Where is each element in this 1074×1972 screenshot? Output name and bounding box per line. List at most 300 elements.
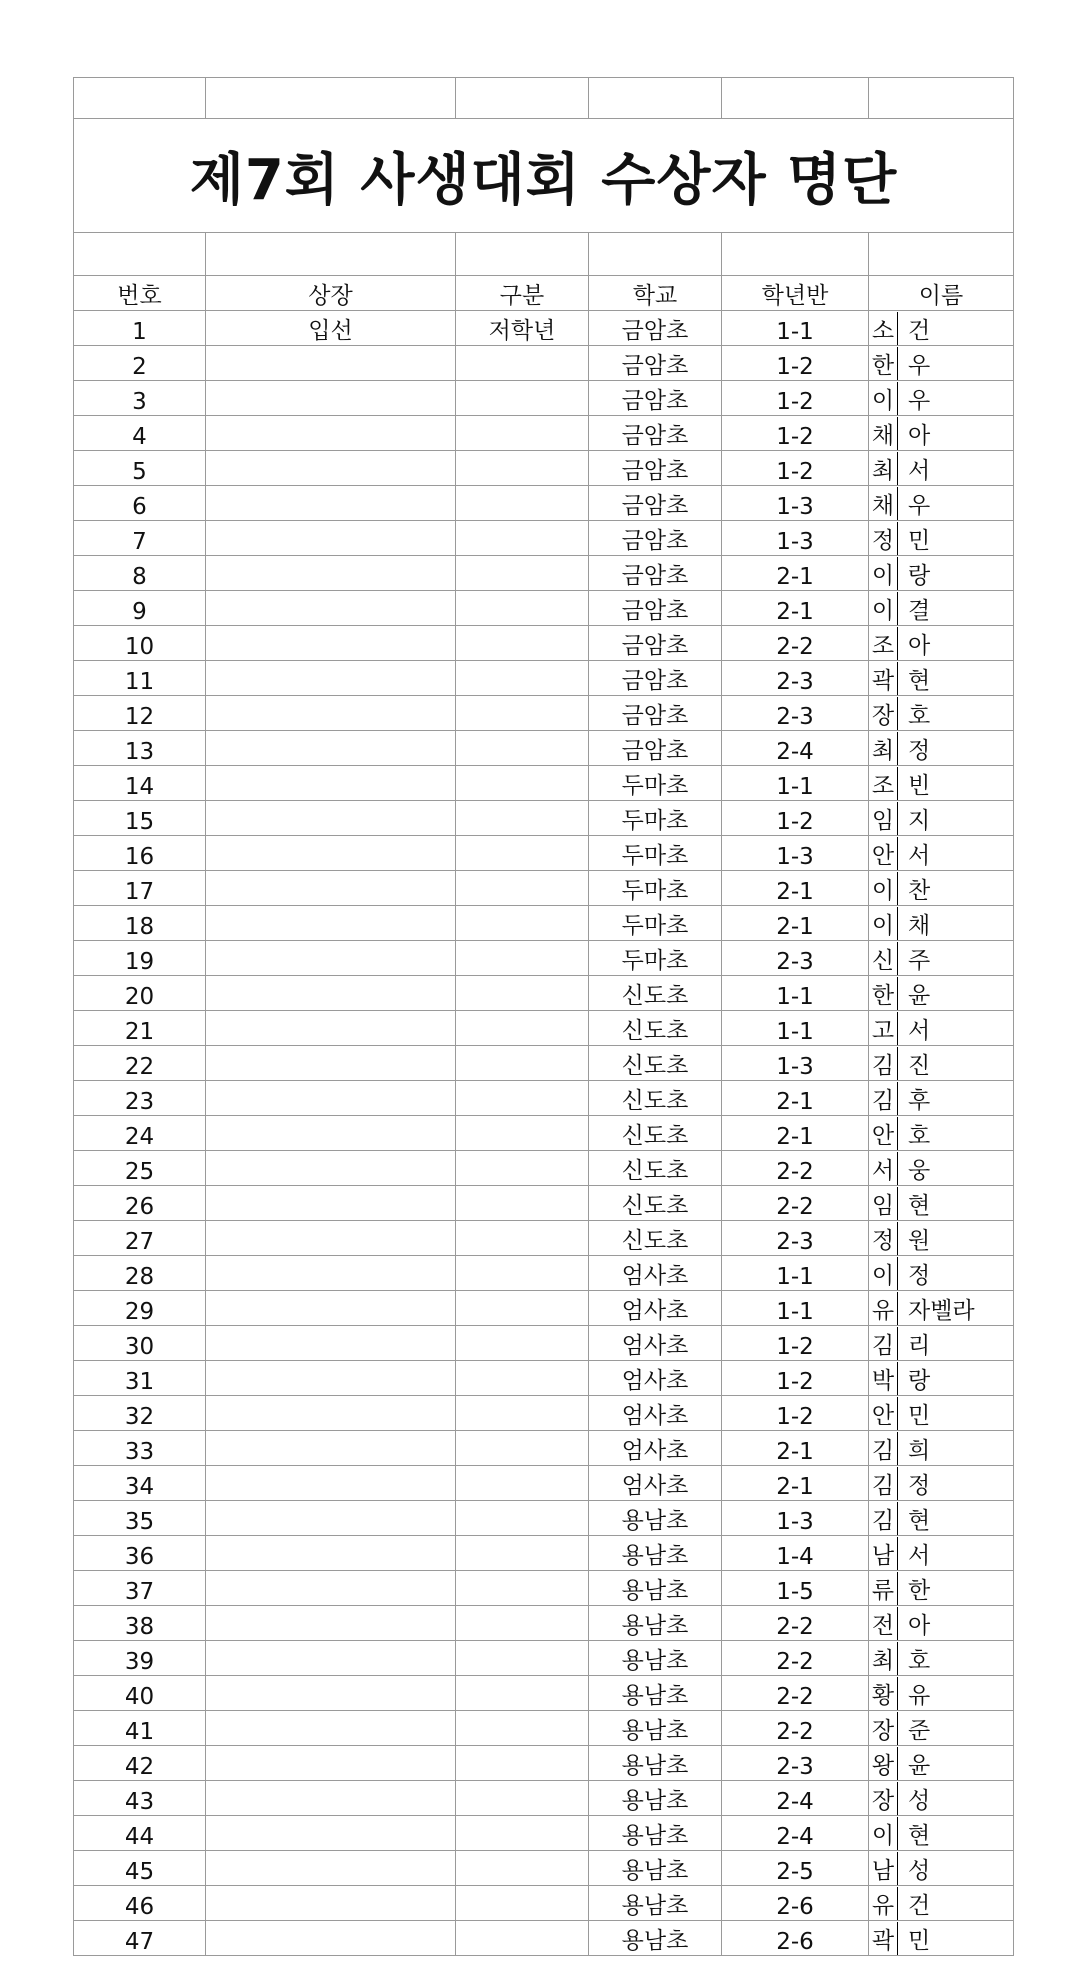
cell-award bbox=[206, 1431, 456, 1466]
given-name: 민 bbox=[908, 528, 931, 554]
given-name: 서 bbox=[908, 1018, 931, 1044]
cell-number: 35 bbox=[74, 1501, 206, 1536]
cell-name bbox=[869, 626, 1014, 661]
cell-number: 31 bbox=[74, 1361, 206, 1396]
cell-award bbox=[206, 696, 456, 731]
table-row bbox=[74, 731, 1014, 766]
table-row bbox=[74, 311, 1014, 346]
cell-award bbox=[206, 906, 456, 941]
cell-category bbox=[456, 661, 589, 696]
cell-school: 금암초 bbox=[589, 381, 722, 416]
table-row bbox=[74, 1571, 1014, 1606]
cell-class: 1-1 bbox=[722, 1256, 869, 1291]
table-row bbox=[74, 626, 1014, 661]
surname: 정 bbox=[869, 1222, 898, 1255]
cell-school: 금암초 bbox=[589, 626, 722, 661]
cell-name bbox=[869, 1676, 1014, 1711]
table-row bbox=[74, 1711, 1014, 1746]
blank-row bbox=[74, 78, 1014, 119]
cell-school: 두마초 bbox=[589, 906, 722, 941]
cell-number: 21 bbox=[74, 1011, 206, 1046]
cell-name bbox=[869, 696, 1014, 731]
table-row bbox=[74, 591, 1014, 626]
cell-class: 1-3 bbox=[722, 836, 869, 871]
surname: 최 bbox=[869, 1642, 898, 1675]
cell-school: 용남초 bbox=[589, 1746, 722, 1781]
cell-class: 2-1 bbox=[722, 556, 869, 591]
cell-name bbox=[869, 1116, 1014, 1151]
cell-number: 6 bbox=[74, 486, 206, 521]
cell-name bbox=[869, 521, 1014, 556]
cell-award bbox=[206, 416, 456, 451]
table-row bbox=[74, 1921, 1014, 1956]
cell-class: 2-4 bbox=[722, 1781, 869, 1816]
cell-category bbox=[456, 766, 589, 801]
cell-class: 2-2 bbox=[722, 1186, 869, 1221]
cell-award bbox=[206, 1396, 456, 1431]
cell-number: 18 bbox=[74, 906, 206, 941]
cell-category bbox=[456, 1676, 589, 1711]
cell-school: 금암초 bbox=[589, 346, 722, 381]
surname: 이 bbox=[869, 1817, 898, 1850]
cell-school: 금암초 bbox=[589, 556, 722, 591]
table-row bbox=[74, 1011, 1014, 1046]
cell-award bbox=[206, 1291, 456, 1326]
cell-school: 용남초 bbox=[589, 1711, 722, 1746]
cell-category bbox=[456, 1151, 589, 1186]
given-name: 현 bbox=[908, 1508, 931, 1534]
cell-school: 엄사초 bbox=[589, 1431, 722, 1466]
cell-number: 12 bbox=[74, 696, 206, 731]
cell-category bbox=[456, 1606, 589, 1641]
cell-award bbox=[206, 976, 456, 1011]
cell-award bbox=[206, 1781, 456, 1816]
cell-category bbox=[456, 1536, 589, 1571]
cell-name bbox=[869, 836, 1014, 871]
given-name: 건 bbox=[908, 1893, 931, 1919]
cell-name bbox=[869, 731, 1014, 766]
cell-award bbox=[206, 1116, 456, 1151]
given-name: 찬 bbox=[908, 878, 931, 904]
table-row bbox=[74, 1816, 1014, 1851]
cell-number: 33 bbox=[74, 1431, 206, 1466]
given-name: 랑 bbox=[908, 1368, 931, 1394]
table-row bbox=[74, 1781, 1014, 1816]
cell-number: 1 bbox=[74, 311, 206, 346]
awardee-table bbox=[73, 77, 1014, 1956]
cell-award bbox=[206, 1886, 456, 1921]
given-name: 자벨라 bbox=[908, 1298, 975, 1324]
table-body bbox=[74, 78, 1014, 1956]
surname: 이 bbox=[869, 1257, 898, 1290]
given-name: 한 bbox=[908, 1578, 931, 1604]
cell-award bbox=[206, 556, 456, 591]
cell-award bbox=[206, 1641, 456, 1676]
surname: 유 bbox=[869, 1887, 898, 1920]
given-name: 진 bbox=[908, 1053, 931, 1079]
cell-class: 1-2 bbox=[722, 801, 869, 836]
blank-row bbox=[74, 233, 1014, 276]
cell-number: 22 bbox=[74, 1046, 206, 1081]
cell-category bbox=[456, 976, 589, 1011]
cell-award bbox=[206, 1921, 456, 1956]
given-name: 호 bbox=[908, 703, 931, 729]
cell-number: 11 bbox=[74, 661, 206, 696]
cell-class: 1-4 bbox=[722, 1536, 869, 1571]
cell-category bbox=[456, 451, 589, 486]
cell-award bbox=[206, 1081, 456, 1116]
cell-award bbox=[206, 836, 456, 871]
surname: 조 bbox=[869, 627, 898, 660]
cell-number: 2 bbox=[74, 346, 206, 381]
cell-name bbox=[869, 1851, 1014, 1886]
table-row bbox=[74, 1851, 1014, 1886]
cell-name bbox=[869, 1781, 1014, 1816]
surname: 임 bbox=[869, 1187, 898, 1220]
cell-category bbox=[456, 1326, 589, 1361]
cell-school: 신도초 bbox=[589, 1186, 722, 1221]
cell-name bbox=[869, 1291, 1014, 1326]
surname: 장 bbox=[869, 1782, 898, 1815]
cell-category bbox=[456, 1361, 589, 1396]
given-name: 우 bbox=[908, 388, 931, 414]
cell-name bbox=[869, 1571, 1014, 1606]
cell-name bbox=[869, 1011, 1014, 1046]
cell-number: 25 bbox=[74, 1151, 206, 1186]
cell-school: 용남초 bbox=[589, 1606, 722, 1641]
table-row bbox=[74, 1641, 1014, 1676]
cell-category bbox=[456, 1291, 589, 1326]
cell-award bbox=[206, 801, 456, 836]
surname: 이 bbox=[869, 872, 898, 905]
cell-number: 40 bbox=[74, 1676, 206, 1711]
cell-class: 1-5 bbox=[722, 1571, 869, 1606]
cell-category bbox=[456, 1886, 589, 1921]
surname: 소 bbox=[869, 312, 898, 345]
cell-number: 4 bbox=[74, 416, 206, 451]
cell-number: 37 bbox=[74, 1571, 206, 1606]
cell-class: 2-5 bbox=[722, 1851, 869, 1886]
cell-award bbox=[206, 1326, 456, 1361]
cell-school: 용남초 bbox=[589, 1501, 722, 1536]
cell-class: 2-2 bbox=[722, 1676, 869, 1711]
cell-number: 16 bbox=[74, 836, 206, 871]
cell-category bbox=[456, 1851, 589, 1886]
cell-category bbox=[456, 1256, 589, 1291]
surname: 최 bbox=[869, 452, 898, 485]
surname: 장 bbox=[869, 1712, 898, 1745]
cell-class: 1-2 bbox=[722, 451, 869, 486]
surname: 채 bbox=[869, 417, 898, 450]
surname: 김 bbox=[869, 1502, 898, 1535]
table-row bbox=[74, 1291, 1014, 1326]
cell-name bbox=[869, 556, 1014, 591]
cell-school: 엄사초 bbox=[589, 1396, 722, 1431]
given-name: 호 bbox=[908, 1123, 931, 1149]
cell-school: 신도초 bbox=[589, 1221, 722, 1256]
table-row bbox=[74, 1431, 1014, 1466]
surname: 김 bbox=[869, 1467, 898, 1500]
given-name: 서 bbox=[908, 843, 931, 869]
cell-category bbox=[456, 871, 589, 906]
table-row bbox=[74, 1116, 1014, 1151]
table-row bbox=[74, 1501, 1014, 1536]
cell-number: 15 bbox=[74, 801, 206, 836]
cell-category bbox=[456, 801, 589, 836]
cell-class: 2-2 bbox=[722, 1711, 869, 1746]
given-name: 랑 bbox=[908, 563, 931, 589]
given-name: 윤 bbox=[908, 1753, 931, 1779]
cell-category bbox=[456, 346, 589, 381]
header-award: 상장 bbox=[206, 276, 456, 311]
table-row bbox=[74, 766, 1014, 801]
cell-award bbox=[206, 941, 456, 976]
header-category: 구분 bbox=[456, 276, 589, 311]
surname: 류 bbox=[869, 1572, 898, 1605]
surname: 이 bbox=[869, 592, 898, 625]
cell-category bbox=[456, 1221, 589, 1256]
header-name: 이름 bbox=[869, 276, 1014, 311]
cell-name bbox=[869, 1641, 1014, 1676]
cell-number: 42 bbox=[74, 1746, 206, 1781]
given-name: 아 bbox=[908, 1613, 931, 1639]
table-row bbox=[74, 836, 1014, 871]
surname: 남 bbox=[869, 1537, 898, 1570]
given-name: 건 bbox=[908, 318, 931, 344]
cell-award bbox=[206, 1606, 456, 1641]
cell-category bbox=[456, 416, 589, 451]
cell-name bbox=[869, 1466, 1014, 1501]
cell-class: 1-2 bbox=[722, 1361, 869, 1396]
surname: 장 bbox=[869, 697, 898, 730]
surname: 임 bbox=[869, 802, 898, 835]
cell-class: 2-4 bbox=[722, 731, 869, 766]
given-name: 현 bbox=[908, 668, 931, 694]
cell-class: 1-3 bbox=[722, 486, 869, 521]
cell-category bbox=[456, 1011, 589, 1046]
cell-school: 엄사초 bbox=[589, 1466, 722, 1501]
given-name: 유 bbox=[908, 1683, 931, 1709]
cell-award bbox=[206, 1466, 456, 1501]
surname: 한 bbox=[869, 977, 898, 1010]
cell-school: 신도초 bbox=[589, 976, 722, 1011]
cell-school: 두마초 bbox=[589, 941, 722, 976]
cell-class: 2-1 bbox=[722, 591, 869, 626]
cell-number: 24 bbox=[74, 1116, 206, 1151]
cell-class: 2-6 bbox=[722, 1921, 869, 1956]
header-row bbox=[74, 276, 1014, 311]
cell-name bbox=[869, 801, 1014, 836]
cell-name bbox=[869, 766, 1014, 801]
cell-name bbox=[869, 661, 1014, 696]
cell-name bbox=[869, 1256, 1014, 1291]
cell-award bbox=[206, 1571, 456, 1606]
cell-school: 용남초 bbox=[589, 1886, 722, 1921]
cell-number: 43 bbox=[74, 1781, 206, 1816]
cell-award bbox=[206, 731, 456, 766]
cell-award bbox=[206, 1256, 456, 1291]
given-name: 빈 bbox=[908, 773, 931, 799]
cell-class: 1-3 bbox=[722, 1501, 869, 1536]
cell-award bbox=[206, 1186, 456, 1221]
cell-class: 1-2 bbox=[722, 416, 869, 451]
given-name: 성 bbox=[908, 1858, 931, 1884]
cell-number: 36 bbox=[74, 1536, 206, 1571]
table-row bbox=[74, 521, 1014, 556]
cell-school: 금암초 bbox=[589, 486, 722, 521]
given-name: 희 bbox=[908, 1438, 931, 1464]
cell-class: 1-1 bbox=[722, 1291, 869, 1326]
given-name: 성 bbox=[908, 1788, 931, 1814]
given-name: 우 bbox=[908, 353, 931, 379]
cell-award bbox=[206, 1851, 456, 1886]
cell-number: 46 bbox=[74, 1886, 206, 1921]
cell-number: 19 bbox=[74, 941, 206, 976]
cell-number: 44 bbox=[74, 1816, 206, 1851]
given-name: 현 bbox=[908, 1823, 931, 1849]
cell-number: 41 bbox=[74, 1711, 206, 1746]
cell-number: 20 bbox=[74, 976, 206, 1011]
cell-name bbox=[869, 1396, 1014, 1431]
cell-class: 2-1 bbox=[722, 1081, 869, 1116]
cell-name bbox=[869, 1361, 1014, 1396]
cell-award bbox=[206, 1711, 456, 1746]
cell-category bbox=[456, 1816, 589, 1851]
given-name: 정 bbox=[908, 1263, 931, 1289]
table-row bbox=[74, 1221, 1014, 1256]
cell-name bbox=[869, 1326, 1014, 1361]
cell-class: 1-1 bbox=[722, 976, 869, 1011]
given-name: 웅 bbox=[908, 1158, 931, 1184]
cell-school: 금암초 bbox=[589, 661, 722, 696]
surname: 유 bbox=[869, 1292, 898, 1325]
cell-award bbox=[206, 871, 456, 906]
cell-award: 입선 bbox=[206, 311, 456, 346]
cell-category bbox=[456, 906, 589, 941]
cell-category bbox=[456, 1431, 589, 1466]
surname: 안 bbox=[869, 1397, 898, 1430]
cell-name bbox=[869, 1081, 1014, 1116]
cell-school: 두마초 bbox=[589, 836, 722, 871]
cell-name bbox=[869, 1186, 1014, 1221]
cell-class: 1-1 bbox=[722, 1011, 869, 1046]
cell-school: 신도초 bbox=[589, 1011, 722, 1046]
given-name: 호 bbox=[908, 1648, 931, 1674]
cell-class: 2-2 bbox=[722, 1641, 869, 1676]
cell-name bbox=[869, 1606, 1014, 1641]
table-row bbox=[74, 1396, 1014, 1431]
document-title: 제7회 사생대회 수상자 명단 bbox=[74, 119, 1014, 233]
surname: 안 bbox=[869, 837, 898, 870]
surname: 전 bbox=[869, 1607, 898, 1640]
given-name: 리 bbox=[908, 1333, 931, 1359]
cell-number: 10 bbox=[74, 626, 206, 661]
given-name: 민 bbox=[908, 1403, 931, 1429]
cell-number: 27 bbox=[74, 1221, 206, 1256]
cell-number: 9 bbox=[74, 591, 206, 626]
surname: 왕 bbox=[869, 1747, 898, 1780]
cell-number: 29 bbox=[74, 1291, 206, 1326]
cell-school: 금암초 bbox=[589, 451, 722, 486]
given-name: 아 bbox=[908, 423, 931, 449]
cell-number: 34 bbox=[74, 1466, 206, 1501]
header-class: 학년반 bbox=[722, 276, 869, 311]
given-name: 민 bbox=[908, 1928, 931, 1954]
cell-category bbox=[456, 1711, 589, 1746]
surname: 김 bbox=[869, 1082, 898, 1115]
cell-class: 2-1 bbox=[722, 871, 869, 906]
table-row bbox=[74, 1256, 1014, 1291]
cell-number: 5 bbox=[74, 451, 206, 486]
surname: 조 bbox=[869, 767, 898, 800]
surname: 이 bbox=[869, 382, 898, 415]
cell-class: 2-1 bbox=[722, 1466, 869, 1501]
cell-category bbox=[456, 1116, 589, 1151]
cell-name bbox=[869, 1921, 1014, 1956]
cell-school: 엄사초 bbox=[589, 1326, 722, 1361]
cell-school: 용남초 bbox=[589, 1641, 722, 1676]
surname: 김 bbox=[869, 1047, 898, 1080]
cell-class: 2-2 bbox=[722, 1606, 869, 1641]
cell-number: 3 bbox=[74, 381, 206, 416]
cell-school: 신도초 bbox=[589, 1081, 722, 1116]
cell-name bbox=[869, 1221, 1014, 1256]
cell-class: 2-3 bbox=[722, 696, 869, 731]
cell-category bbox=[456, 1186, 589, 1221]
cell-award bbox=[206, 1151, 456, 1186]
cell-name bbox=[869, 1151, 1014, 1186]
cell-category bbox=[456, 731, 589, 766]
surname: 곽 bbox=[869, 662, 898, 695]
cell-category bbox=[456, 941, 589, 976]
cell-school: 두마초 bbox=[589, 766, 722, 801]
cell-award bbox=[206, 521, 456, 556]
given-name: 아 bbox=[908, 633, 931, 659]
given-name: 서 bbox=[908, 458, 931, 484]
cell-school: 엄사초 bbox=[589, 1361, 722, 1396]
cell-number: 8 bbox=[74, 556, 206, 591]
table-row bbox=[74, 1466, 1014, 1501]
cell-category bbox=[456, 1571, 589, 1606]
cell-class: 1-3 bbox=[722, 1046, 869, 1081]
cell-school: 용남초 bbox=[589, 1536, 722, 1571]
cell-school: 용남초 bbox=[589, 1676, 722, 1711]
cell-class: 1-2 bbox=[722, 1326, 869, 1361]
surname: 이 bbox=[869, 557, 898, 590]
surname: 최 bbox=[869, 732, 898, 765]
table-row bbox=[74, 1326, 1014, 1361]
cell-class: 1-2 bbox=[722, 346, 869, 381]
table-row bbox=[74, 1746, 1014, 1781]
cell-category bbox=[456, 486, 589, 521]
cell-school: 두마초 bbox=[589, 871, 722, 906]
cell-school: 용남초 bbox=[589, 1571, 722, 1606]
cell-number: 28 bbox=[74, 1256, 206, 1291]
cell-class: 2-4 bbox=[722, 1816, 869, 1851]
cell-category bbox=[456, 1501, 589, 1536]
cell-award bbox=[206, 1536, 456, 1571]
cell-award bbox=[206, 451, 456, 486]
cell-name bbox=[869, 1886, 1014, 1921]
cell-school: 금암초 bbox=[589, 521, 722, 556]
cell-class: 1-2 bbox=[722, 381, 869, 416]
surname: 김 bbox=[869, 1327, 898, 1360]
cell-school: 용남초 bbox=[589, 1781, 722, 1816]
cell-category bbox=[456, 696, 589, 731]
table-row bbox=[74, 906, 1014, 941]
surname: 곽 bbox=[869, 1922, 898, 1955]
cell-name bbox=[869, 976, 1014, 1011]
